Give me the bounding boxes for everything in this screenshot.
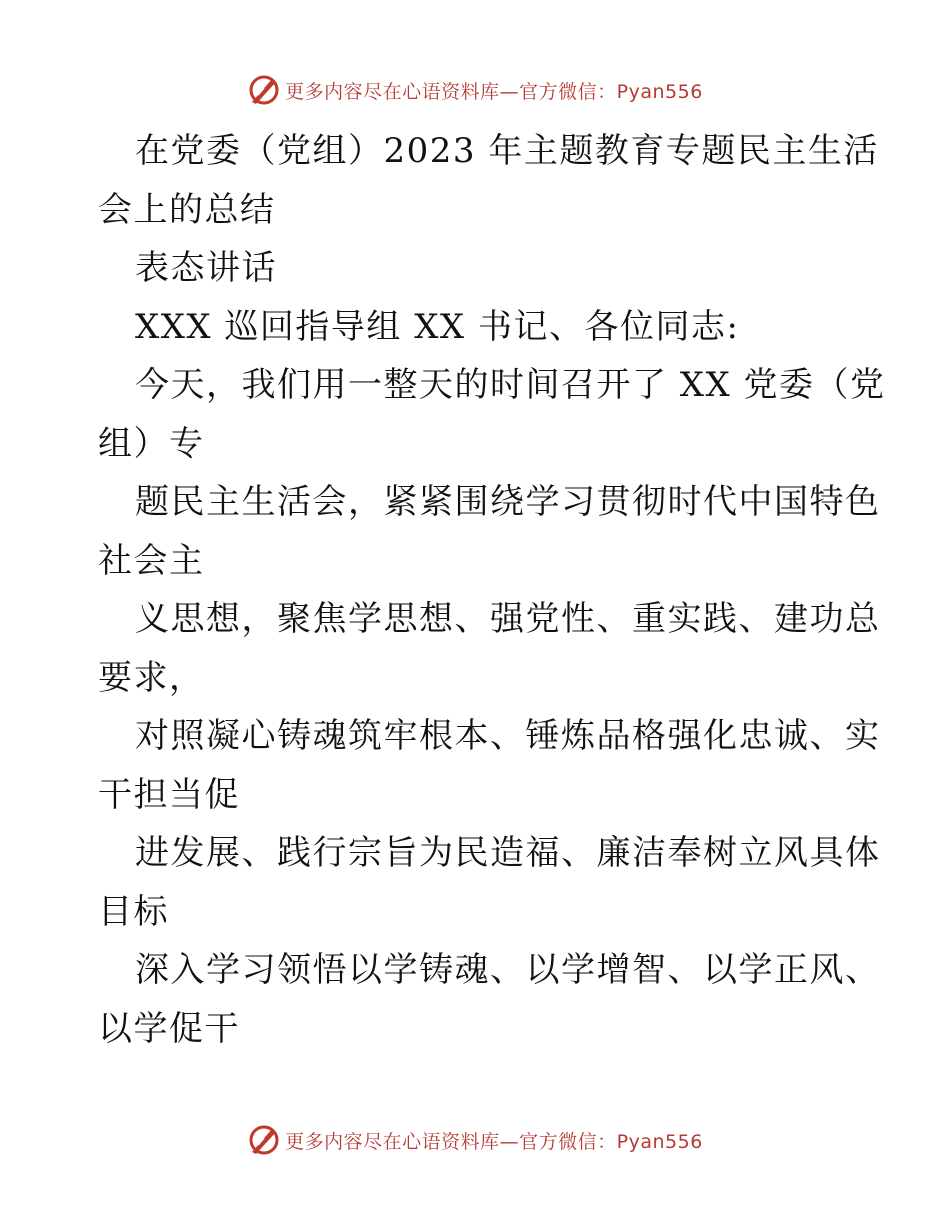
doc-line-paragraph: 进发展、践行宗旨为民造福、廉洁奉树立风具体 (135, 833, 881, 873)
document-body (98, 122, 886, 1058)
doc-line-title-2: 会上的总结 (98, 189, 276, 230)
doc-line-paragraph: 深入学习领悟以学铸魂、以学增智、以学正风、 (135, 950, 881, 990)
doc-line-paragraph: 义思想，聚焦学思想、强党性、重实践、建功总 (135, 599, 881, 639)
doc-line-paragraph: 要求， (98, 657, 205, 698)
doc-line-paragraph: 干担当促 (98, 774, 240, 815)
doc-line-subtitle: 表态讲话 (135, 248, 277, 288)
footer-banner-content (247, 1123, 703, 1157)
pen-circle-logo-icon (247, 73, 281, 107)
doc-line-paragraph: 社会主 (98, 540, 205, 581)
footer-banner (0, 1120, 950, 1160)
doc-line-paragraph: 对照凝心铸魂筑牢根本、锤炼品格强化忠诚、实 (135, 716, 881, 756)
doc-line-paragraph: 以学促干 (98, 1008, 240, 1049)
header-banner-text: 更多内容尽在心语资料库—官方微信：Pyan556 (285, 80, 703, 103)
header-banner-content (247, 73, 703, 107)
doc-line-paragraph: 题民主生活会，紧紧围绕学习贯彻时代中国特色 (135, 482, 881, 522)
doc-line-paragraph: 组）专 (98, 423, 205, 464)
doc-line-salutation: XXX 巡回指导组 XX 书记、各位同志: (135, 306, 740, 347)
doc-line-title-1: 在党委（党组）2023 年主题教育专题民主生活 (135, 131, 879, 171)
footer-banner-text: 更多内容尽在心语资料库—官方微信：Pyan556 (285, 1130, 703, 1153)
pen-circle-logo-icon (247, 1123, 281, 1157)
header-banner (0, 70, 950, 110)
doc-line-paragraph: 目标 (98, 891, 169, 932)
doc-line-paragraph: 今天，我们用一整天的时间召开了 XX 党委（党 (135, 365, 886, 405)
